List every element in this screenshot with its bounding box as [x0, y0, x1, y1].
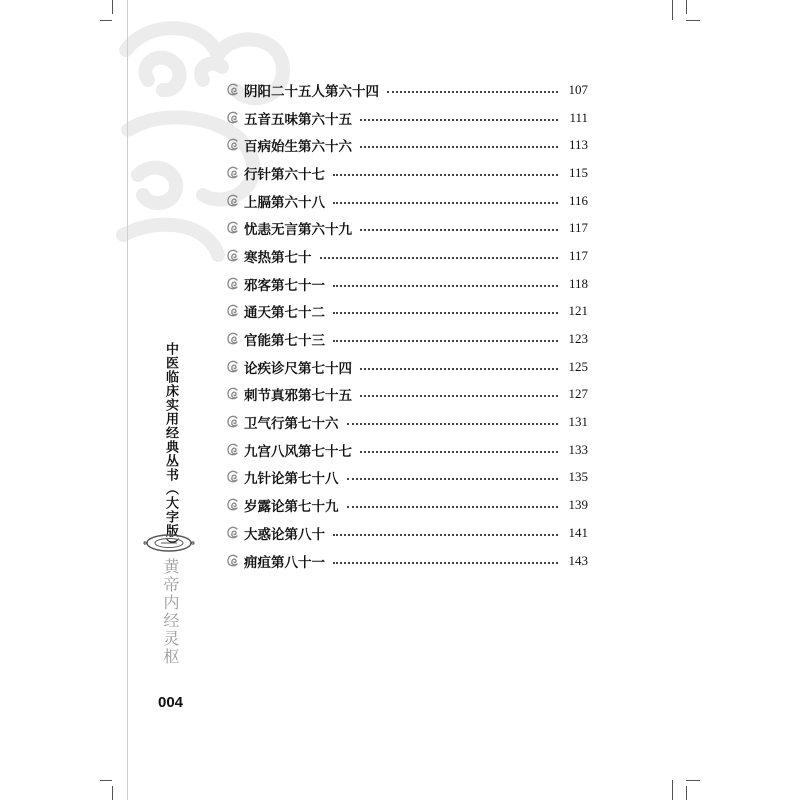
dot-leader — [333, 312, 558, 314]
toc-entry-page: 123 — [568, 331, 588, 347]
toc-entry-page: 133 — [568, 441, 588, 457]
toc-entry[interactable] — [226, 464, 588, 492]
dot-leader — [360, 119, 558, 121]
dot-leader — [333, 202, 558, 204]
swirl-icon — [226, 138, 240, 152]
toc-entry[interactable] — [226, 298, 588, 326]
toc-entry-page: 117 — [568, 247, 588, 263]
toc-entry-title: 五音五味第六十五 — [244, 111, 352, 128]
crop-mark — [100, 780, 112, 781]
toc-entry-title: 九针论第七十八 — [244, 471, 339, 488]
toc-entry[interactable] — [226, 408, 588, 436]
crop-mark — [672, 0, 673, 20]
toc-entry[interactable] — [226, 325, 588, 353]
toc-entry-title: 痈疽第八十一 — [244, 554, 325, 571]
dot-leader — [333, 174, 558, 176]
swirl-icon — [226, 387, 240, 401]
toc-entry-page: 107 — [568, 81, 588, 97]
toc-entry-title: 岁露论第七十九 — [244, 499, 339, 516]
toc-entry[interactable] — [226, 547, 588, 575]
toc-entry[interactable] — [226, 381, 588, 409]
toc-entry-page: 143 — [568, 552, 588, 568]
toc-entry-page: 115 — [568, 164, 588, 180]
swirl-icon — [226, 166, 240, 180]
page-number: 004 — [158, 694, 184, 711]
series-title: 中医临床实用经典丛书（大字版） — [163, 342, 178, 552]
dot-leader — [333, 285, 558, 287]
dot-leader — [347, 423, 559, 425]
margin-rule — [127, 0, 128, 800]
toc-entry-page: 111 — [569, 109, 588, 125]
toc-entry-page: 141 — [568, 524, 588, 540]
toc-entry-page: 117 — [568, 220, 588, 236]
crop-mark — [672, 780, 673, 800]
toc-entry-title: 忧恚无言第六十九 — [244, 222, 352, 239]
dot-leader — [347, 478, 559, 480]
toc-entry-title: 寒热第七十 — [244, 249, 312, 266]
swirl-icon — [226, 470, 240, 484]
toc-entry[interactable] — [226, 214, 588, 242]
swirl-icon — [226, 332, 240, 346]
toc-entry-title: 大惑论第八十 — [244, 526, 325, 543]
toc-entry[interactable] — [226, 242, 588, 270]
toc-entry[interactable] — [226, 491, 588, 519]
dot-leader — [360, 368, 558, 370]
swirl-icon — [226, 443, 240, 457]
toc-entry-title: 论疾诊尺第七十四 — [244, 360, 352, 377]
swirl-icon — [226, 415, 240, 429]
crop-mark — [686, 20, 700, 21]
toc-entry-page: 131 — [568, 414, 588, 430]
toc-entry-page: 135 — [568, 469, 588, 485]
table-of-contents — [226, 76, 588, 574]
toc-entry[interactable] — [226, 187, 588, 215]
book-title: 黄帝内经灵枢 — [161, 558, 180, 666]
toc-entry[interactable] — [226, 353, 588, 381]
toc-entry-title: 通天第七十二 — [244, 305, 325, 322]
dot-leader — [333, 562, 558, 564]
dot-leader — [360, 146, 558, 148]
toc-entry-title: 刺节真邪第七十五 — [244, 388, 352, 405]
toc-entry-title: 邪客第七十一 — [244, 277, 325, 294]
dot-leader — [347, 506, 559, 508]
swirl-icon — [226, 83, 240, 97]
crop-mark — [112, 786, 113, 800]
toc-entry-page: 125 — [568, 358, 588, 374]
swirl-icon — [226, 111, 240, 125]
ornament-icon — [143, 533, 195, 553]
toc-entry[interactable] — [226, 519, 588, 547]
toc-entry-page: 121 — [568, 303, 588, 319]
swirl-icon — [226, 277, 240, 291]
swirl-icon — [226, 221, 240, 235]
toc-entry-page: 113 — [568, 137, 588, 153]
toc-entry[interactable] — [226, 104, 588, 132]
swirl-icon — [226, 554, 240, 568]
toc-entry-page: 127 — [568, 386, 588, 402]
toc-entry-page: 116 — [568, 192, 588, 208]
dot-leader — [360, 395, 558, 397]
swirl-icon — [226, 360, 240, 374]
toc-entry-title: 卫气行第七十六 — [244, 416, 339, 433]
swirl-icon — [226, 304, 240, 318]
dot-leader — [333, 340, 558, 342]
swirl-icon — [226, 249, 240, 263]
toc-entry-title: 官能第七十三 — [244, 333, 325, 350]
toc-entry-page: 118 — [568, 275, 588, 291]
toc-entry[interactable] — [226, 131, 588, 159]
crop-mark — [686, 780, 700, 781]
dot-leader — [333, 534, 558, 536]
dot-leader — [360, 451, 558, 453]
toc-entry-title: 百病始生第六十六 — [244, 139, 352, 156]
toc-entry-page: 139 — [568, 497, 588, 513]
toc-entry[interactable] — [226, 76, 588, 104]
toc-entry-title: 九宫八风第七十七 — [244, 443, 352, 460]
swirl-icon — [226, 194, 240, 208]
toc-entry[interactable] — [226, 436, 588, 464]
crop-mark — [686, 0, 687, 14]
dot-leader — [320, 257, 559, 259]
toc-entry[interactable] — [226, 270, 588, 298]
toc-entry-title: 行针第六十七 — [244, 166, 325, 183]
toc-entry[interactable] — [226, 159, 588, 187]
toc-entry-title: 阴阳二十五人第六十四 — [244, 83, 379, 100]
dot-leader — [387, 91, 558, 93]
swirl-icon — [226, 498, 240, 512]
swirl-icon — [226, 526, 240, 540]
dot-leader — [360, 229, 558, 231]
toc-entry-title: 上膈第六十八 — [244, 194, 325, 211]
crop-mark — [686, 786, 687, 800]
